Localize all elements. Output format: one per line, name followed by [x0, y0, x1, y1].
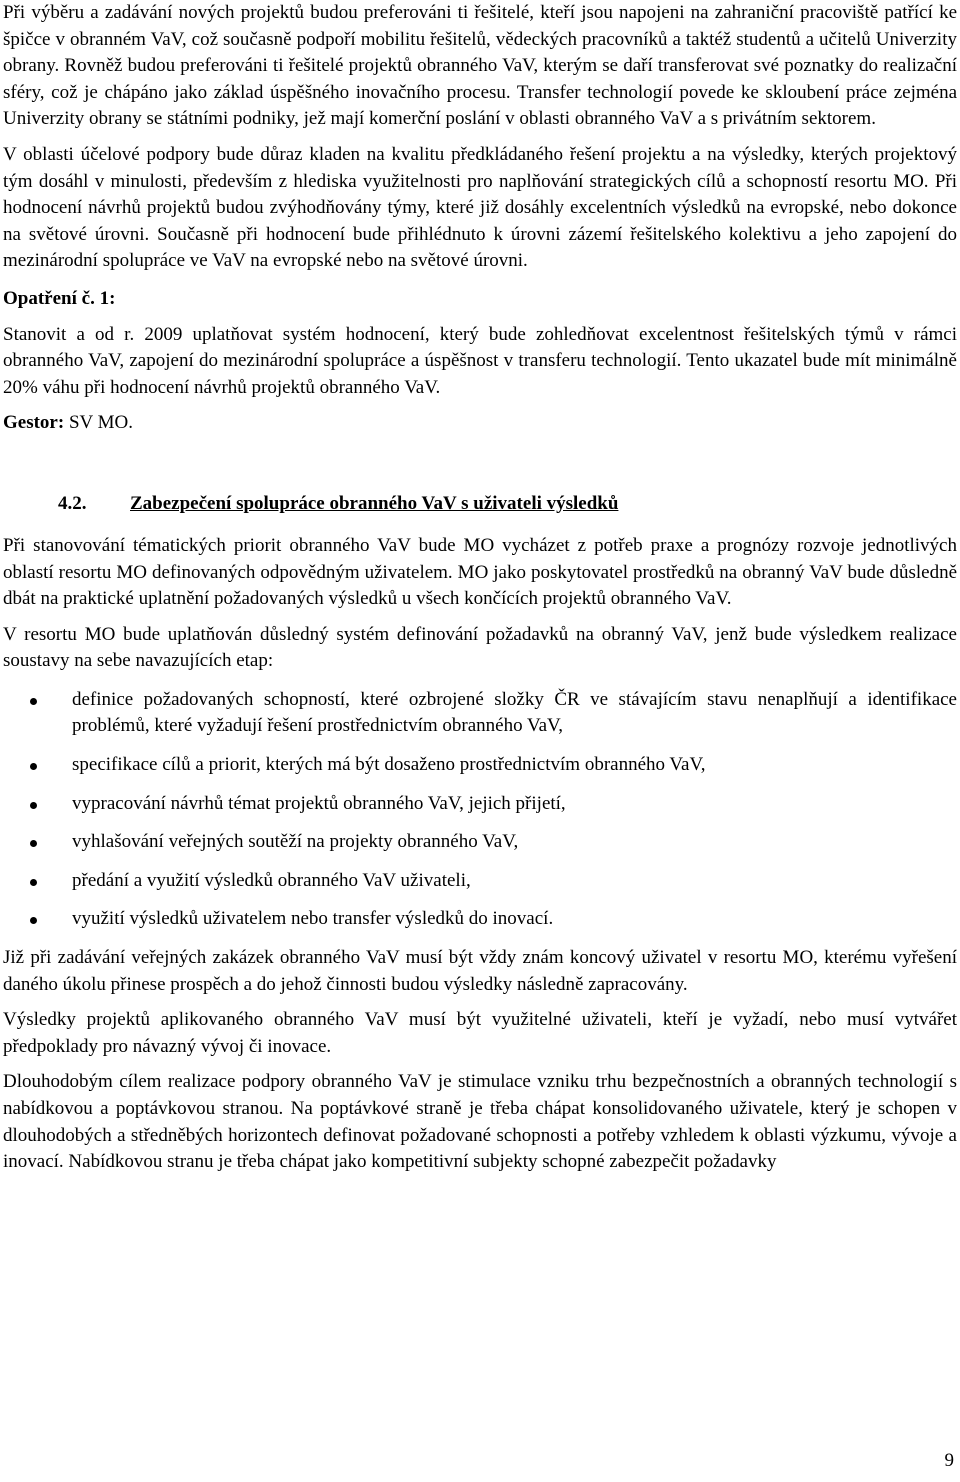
- paragraph-results-usable: Výsledky projektů aplikovaného obranného VaV musí být využitelné uživateli, kteří je vyžadí, nebo musí vytvářet předpoklady pro návazný vývoj či inovace.: [3, 1009, 957, 1057]
- gestor-line: [3, 410, 957, 437]
- paragraph-requirements-system: V resortu MO bude uplatňován důsledný systém definování požadavků na obranný VaV, jenž bude výsledkem realizace soustavy na sebe navazujících etap:: [3, 623, 957, 672]
- section-number: 4.2.: [58, 492, 87, 514]
- document-page: [3, 0, 957, 1176]
- paragraph-long-term-goal: Dlouhodobým cílem realizace podpory obranného VaV je stimulace vzniku trhu bezpečnostních a obranných technologií s nabídkovou a poptávkovou stranou. Na poptávkové straně je třeba chápat konsolidovaného uživatele, který je schopen v dlouhodobých a středněbých horizontech definovat požadované schopnosti a potřeby vzhledem k oblasti výzkumu, vývoje a inovací. Nabídkovou stranu je třeba chápat jako kompetitivní subjekty schopné zabezpečit požadavky: [3, 1071, 957, 1173]
- page-number: 9: [944, 1450, 954, 1471]
- paragraph-measure-1: Stanovit a od r. 2009 uplatňovat systém hodnocení, který bude zohledňovat excelentnost řešitelských týmů v rámci obranného VaV, zapojení do mezinárodní spolupráce a úspěšnost v transferu technologií. Tento ukazatel bude mít minimálně 20% váhu při hodnocení návrhů projektů obranného VaV.: [3, 323, 957, 398]
- paragraph-targeted-support: V oblasti účelové podpory bude důraz kladen na kvalitu předkládaného řešení projektu a na výsledky, kterých projektový tým dosáhl v minulosti, především z hlediska využitelnosti pro naplňování strategických cílů a schopností resortu MO. Při hodnocení návrhů projektů budou zvýhodňovány týmy, které již dosáhly excelentních výsledků na evropské, nebo dokonce na světové úrovni. Současně při hodnocení bude přihlédnuto k úrovni zázemí řešitelského kolektivu a jeho zapojení do mezinárodní spolupráce ve VaV na evropské nebo na světové úrovni.: [3, 143, 957, 272]
- bullet-icon: [30, 840, 37, 847]
- section-heading: [3, 491, 957, 521]
- list-item: předání a využití výsledků obranného VaV uživateli,: [3, 868, 957, 895]
- paragraph-end-user: Již při zadávání veřejných zakázek obranného VaV musí být vždy znám koncový uživatel v resortu MO, kterému vyřešení daného úkolu přinese prospěch a do jehož činnosti budou výsledky následně zapracovány.: [3, 947, 957, 995]
- bullet-icon: [30, 763, 37, 770]
- measure-heading: Opatření č. 1:: [3, 287, 116, 309]
- bullet-icon: [30, 698, 37, 705]
- gestor-value: SV MO.: [64, 412, 134, 434]
- paragraph-preferences: Při výběru a zadávání nových projektů budou preferováni ti řešitelé, kteří jsou napojeni na zahraniční pracoviště patřící ke špičce v obranném VaV, což současně podpoří mobilitu řešitelů, vědeckých pracovníků a taktéž studentů a učitelů Univerzity obrany. Rovněž budou preferováni ti řešitelé projektů obranného VaV, kterým se daří transferovat své poznatky do realizační sféry, což je chápáno jako základ úspěšného inovačního procesu. Transfer technologií povede ke skloubení práce zejména Univerzity obrany se státními podniky, jež mají komerční poslání v oblasti obranného VaV a s privátním sektorem.: [3, 2, 957, 130]
- paragraph-priorities: Při stanovování tématických priorit obranného VaV bude MO vycházet z potřeb praxe a prognózy rozvoje jednotlivých oblastí resortu MO definovaných odpovědným uživatelem. MO jako poskytovatel prostředků na obranný VaV bude důsledně dbát na praktické uplatnění požadovaných výsledků u všech končících projektů obranného VaV.: [3, 534, 957, 610]
- stages-list: [3, 687, 957, 933]
- list-item: využití výsledků uživatelem nebo transfer výsledků do inovací.: [3, 906, 957, 933]
- list-item: vyhlašování veřejných soutěží na projekty obranného VaV,: [3, 829, 957, 856]
- list-item: definice požadovaných schopností, které ozbrojené složky ČR ve stávajícím stavu nenaplňují a identifikace problémů, které vyžadují řešení prostřednictvím obranného VaV,: [3, 687, 957, 740]
- list-item: vypracování návrhů témat projektů obranného VaV, jejich přijetí,: [3, 791, 957, 818]
- gestor-label: Gestor:: [3, 412, 65, 434]
- bullet-icon: [30, 917, 37, 924]
- bullet-icon: [30, 802, 37, 809]
- list-item: specifikace cílů a priorit, kterých má být dosaženo prostřednictvím obranného VaV,: [3, 752, 957, 779]
- section-title: Zabezpečení spolupráce obranného VaV s uživateli výsledků: [130, 492, 619, 514]
- bullet-icon: [30, 879, 37, 886]
